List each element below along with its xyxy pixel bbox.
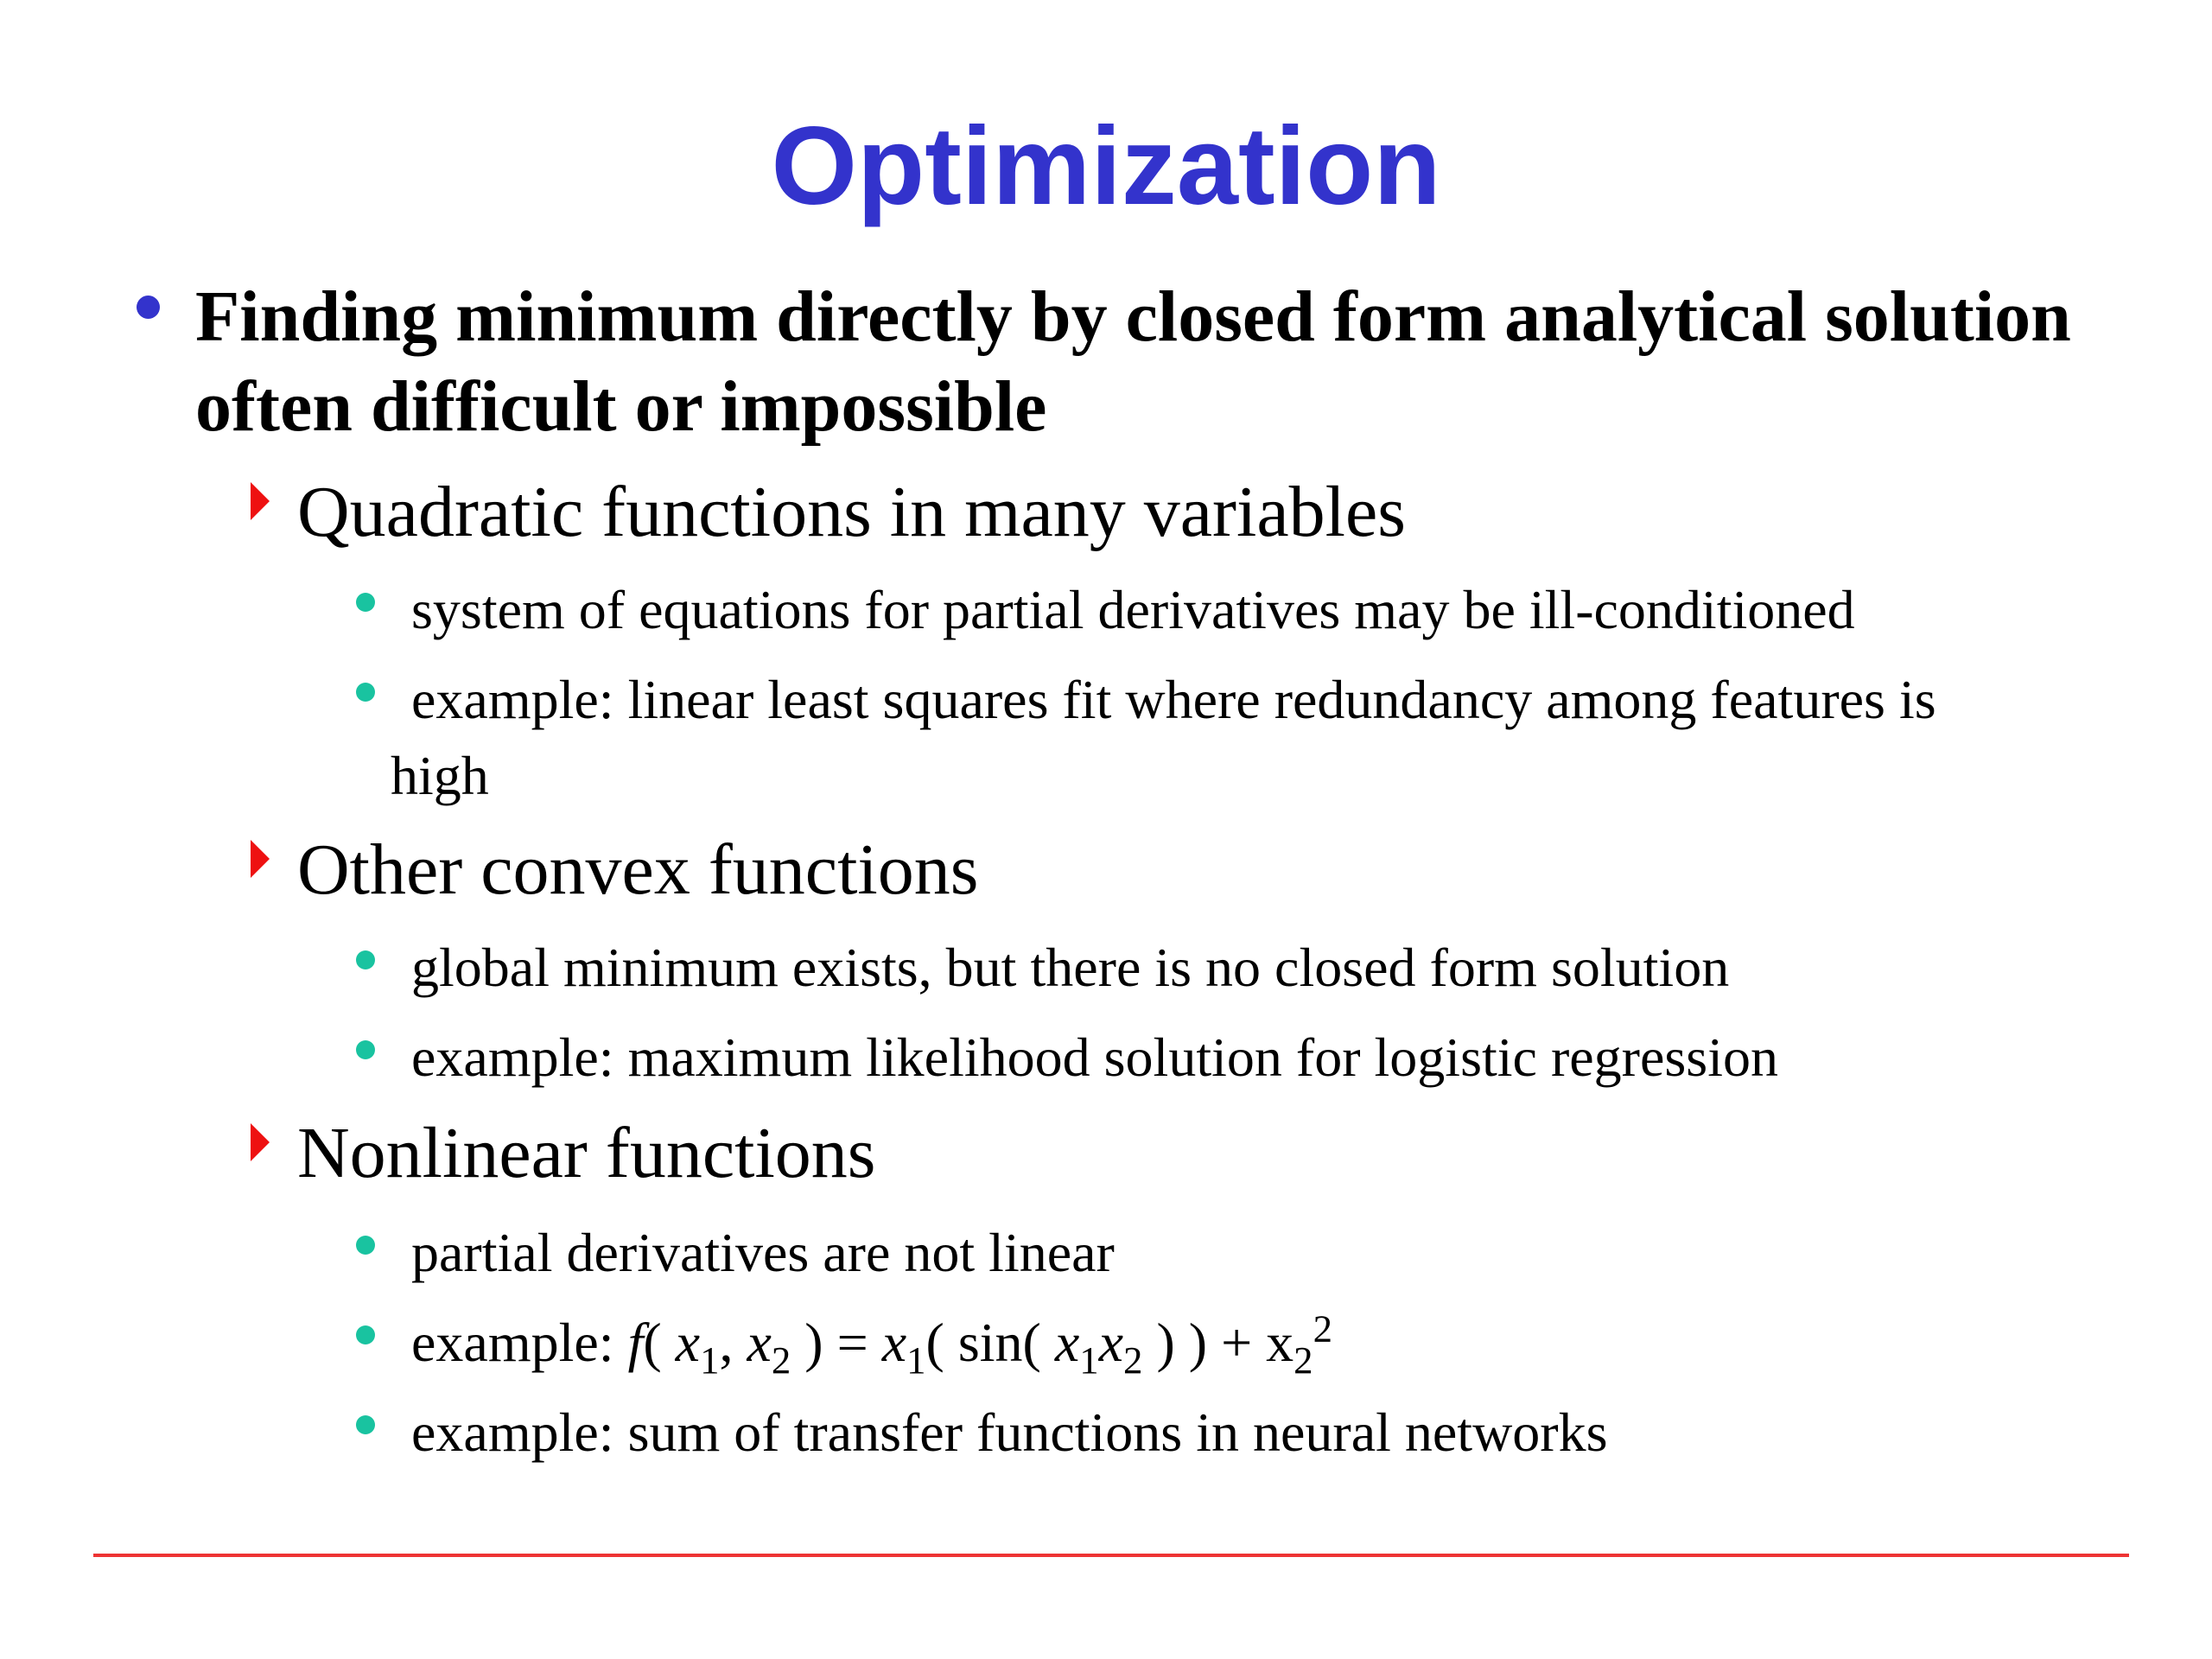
formula-prefix: example: <box>411 1312 628 1373</box>
sub-bullet-icon <box>356 1236 375 1255</box>
formula-sub: 1 <box>700 1338 720 1382</box>
formula-end: ) ) + x <box>1142 1312 1294 1373</box>
section3-item3: example: sum of transfer functions in neural networks <box>411 1402 1608 1463</box>
formula-sub: 2 <box>1123 1338 1143 1382</box>
formula-sub: 1 <box>906 1338 926 1382</box>
bullet1-line2: often difficult or impossible <box>195 366 1047 447</box>
formula-sub: 2 <box>771 1338 791 1382</box>
formula-x: x <box>1054 1312 1080 1373</box>
bullet1-line1: Finding minimum directly by closed form analytical solution <box>195 276 2071 357</box>
section3-formula <box>411 1305 1332 1381</box>
arrow-bullet-icon <box>251 840 270 878</box>
formula-f: f <box>627 1312 644 1373</box>
section3-heading: Nonlinear functions <box>297 1113 876 1193</box>
section1-item2-continued: high <box>391 745 489 806</box>
arrow-bullet-icon <box>251 1123 270 1161</box>
formula-x: x <box>747 1312 772 1373</box>
slide-title: Optimization <box>771 105 1441 228</box>
section2-heading: Other convex functions <box>297 830 979 910</box>
section1-item1: system of equations for partial derivatives may be ill-conditioned <box>411 579 1855 640</box>
section2-item1: global minimum exists, but there is no closed form solution <box>411 937 1730 998</box>
formula-x: x <box>881 1312 907 1373</box>
formula-sup: 2 <box>1313 1306 1332 1351</box>
formula-sub: 2 <box>1294 1338 1313 1382</box>
sub-bullet-icon <box>356 1040 375 1059</box>
formula-x: x <box>1098 1312 1124 1373</box>
formula-x: x <box>675 1312 701 1373</box>
formula-comma: , <box>719 1312 747 1373</box>
section1-heading: Quadratic functions in many variables <box>297 472 1406 552</box>
sub-bullet-icon <box>356 1325 375 1344</box>
section3-item1: partial derivatives are not linear <box>411 1222 1115 1283</box>
level1-bullet-icon <box>137 296 160 319</box>
section2-item2: example: maximum likelihood solution for logistic regression <box>411 1027 1778 1088</box>
sub-bullet-icon <box>356 593 375 612</box>
formula-sub: 1 <box>1079 1338 1099 1382</box>
sub-bullet-icon <box>356 683 375 702</box>
section1-item2: example: linear least squares fit where redundancy among features is <box>411 669 1936 730</box>
formula-close-eq: ) = <box>791 1312 882 1373</box>
arrow-bullet-icon <box>251 482 270 520</box>
formula-sin-open: ( sin( <box>925 1312 1055 1373</box>
sub-bullet-icon <box>356 950 375 969</box>
footer-divider <box>93 1554 2129 1557</box>
formula-open: ( <box>643 1312 676 1373</box>
sub-bullet-icon <box>356 1415 375 1434</box>
